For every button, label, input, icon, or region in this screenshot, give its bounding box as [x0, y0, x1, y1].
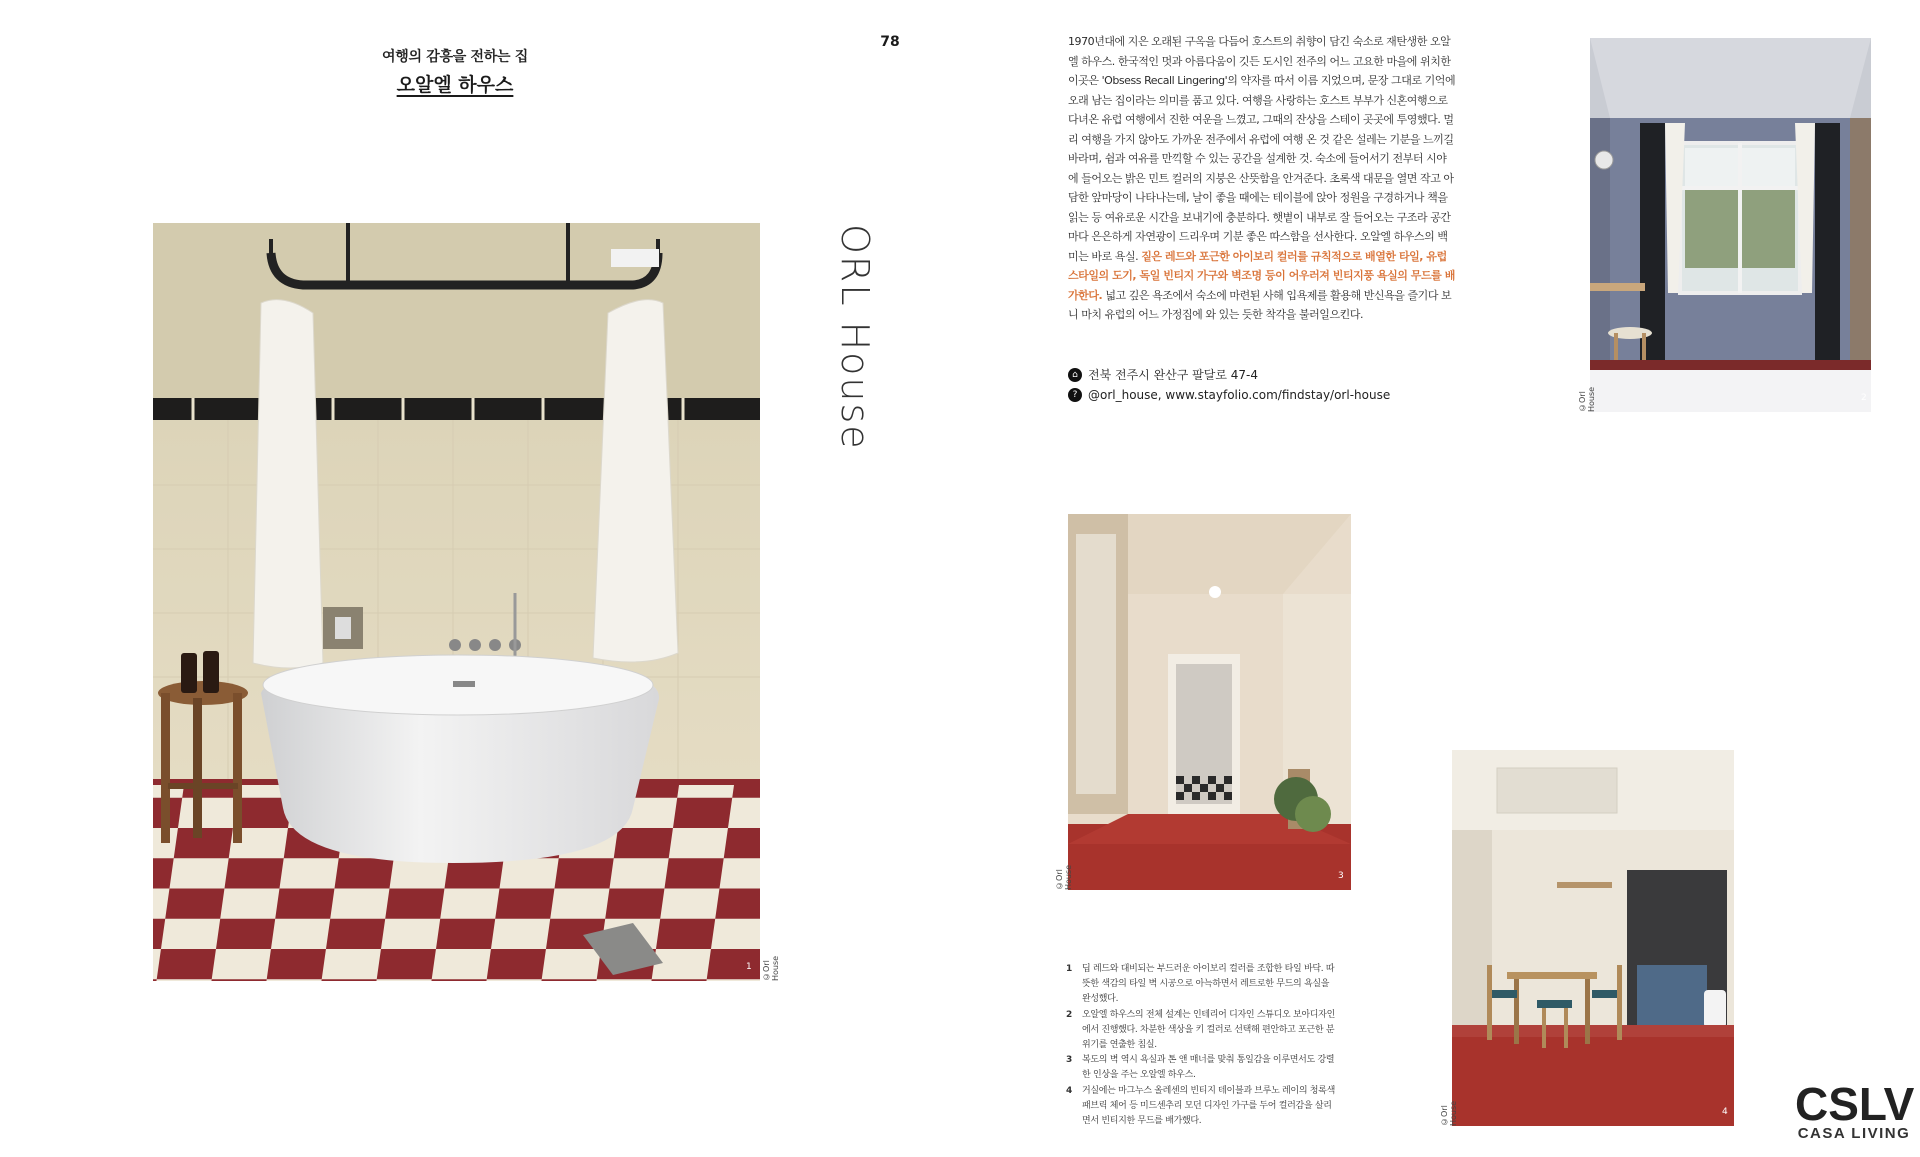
address-text: 전북 전주시 완산구 팔달로 47-4 [1088, 368, 1259, 382]
caption-number: 1 [1066, 964, 1072, 974]
caption-number: 3 [1066, 1055, 1072, 1066]
logo-sub: CASA LIVING [1797, 1125, 1911, 1142]
photo-number-4: 4 [1722, 1107, 1728, 1117]
photo-credit-2: ©Orl House [1578, 386, 1596, 412]
casa-living-logo [1795, 1078, 1915, 1142]
web-link[interactable]: @orl_house, www.stayfolio.com/findstay/orl-house [1088, 388, 1391, 402]
page-number: 78 [880, 34, 900, 50]
caption-text: 거실에는 마그누스 올레센의 빈티지 테이블과 브루노 레이의 청록색 패브릭 체어 등 미드센추리 모던 디자인 가구를 두어 컬러감을 살리면서 빈티지한 무드를 배가했다. [1082, 1085, 1335, 1127]
caption-text: 딥 레드와 대비되는 부드러운 아이보리 컬러를 조합한 타일 바닥. 따뜻한 색감의 타일 벽 시공으로 아늑하면서 레트로한 무드의 욕실을 완성했다. [1082, 964, 1335, 1005]
web-row [1068, 388, 1390, 402]
question-icon: ? [1068, 388, 1082, 402]
photo-number-1: 1 [746, 962, 752, 972]
photo-captions [1066, 962, 1336, 1129]
photo-number-3: 3 [1338, 871, 1344, 881]
caption-number: 4 [1066, 1085, 1072, 1096]
living-room-illustration [1452, 750, 1734, 1126]
photo-bathroom [153, 223, 760, 981]
caption-text: 복도의 벽 역시 욕실과 톤 앤 매너를 맞춰 통일감을 이루면서도 강렬한 인상을 주는 오알엘 하우스. [1082, 1055, 1335, 1081]
body-part-2: 넓고 깊은 욕조에서 숙소에 마련된 사해 입욕제를 활용해 반신욕을 즐기다 보니 마치 유럽의 어느 가정집에 와 있는 듯한 착각을 불러일으킨다. [1068, 288, 1452, 321]
caption-item [1066, 1053, 1336, 1083]
bedroom-illustration [1590, 38, 1871, 412]
body-highlight: 짙은 레드와 포근한 아이보리 컬러를 규칙적으로 배열한 타일, 유럽 스타일의 도기, 독일 빈티지 가구와 벽조명 등이 어우러져 빈티지풍 욕실의 무드를 배가한다. [1068, 249, 1455, 302]
photo-bedroom [1590, 38, 1871, 412]
vertical-title: ORL House [833, 224, 877, 451]
body-part-1: 1970년대에 지은 오래된 구옥을 다듬어 호스트의 취향이 담긴 숙소로 재탄생한 오알엘 하우스. 한국적인 멋과 아름다움이 깃든 도시인 전주의 어느 고요한 마을에 위치한 이곳은 'Obsess Recall Lingering'의 약자를 따서 이름 지었으며, 문장 그대로 기억에 오래 남는 집이라는 의미를 품고 있다. 여행을 사랑하는 호스트 부부가 신혼여행으로 다녀온 유럽 여행에서 진한 여운을 느꼈고, 그때의 잔상을 스테이 곳곳에 투영했다. 멀리 여행을 가지 않아도 가까운 전주에서 유럽에 여행 온 것 같은 설레는 기분을 느끼길 바라며, 쉼과 여유를 만끽할 수 있는 공간을 설계한 것. 숙소에 들어서기 전부터 시야에 들어오는 밝은 민트 컬러의 지붕은 산뜻함을 안겨준다. 초록색 대문을 열면 작고 아담한 앞마당이 나타나는데, 날이 좋을 때에는 테이블에 앉아 정원을 구경하거나 책을 읽는 등 여유로운 시간을 보내기에 충분하다. 햇볕이 내부로 잘 들어오는 구조라 공간마다 은은하게 자연광이 드리우며 기분 좋은 따스함을 선사한다. 오알엘 하우스의 백미는 바로 욕실. [1068, 35, 1456, 263]
caption-item [1066, 1008, 1336, 1054]
photo-credit-4: ©Orl House [1440, 1100, 1458, 1126]
kicker: 여행의 감흥을 전하는 집 [382, 49, 528, 65]
photo-living-room [1452, 750, 1734, 1126]
photo-credit-3: ©Orl House [1055, 864, 1073, 890]
hallway-illustration [1068, 514, 1351, 890]
photo-hallway [1068, 514, 1351, 890]
bathroom-illustration [153, 223, 760, 981]
photo-number-2: 2 [1861, 393, 1867, 403]
caption-text: 오알엘 하우스의 전체 설계는 인테리어 디자인 스튜디오 보아디자인에서 진행했다. 차분한 색상을 키 컬러로 선택해 편안하고 포근한 분위기를 연출한 침실. [1082, 1009, 1335, 1051]
photo-credit-1: ©Orl House [762, 955, 780, 981]
headline [320, 70, 590, 97]
logo-main: CSLV [1795, 1078, 1915, 1130]
home-icon: ⌂ [1068, 368, 1082, 382]
caption-number: 2 [1066, 1009, 1072, 1020]
caption-item [1066, 1084, 1336, 1130]
caption-item [1066, 962, 1336, 1008]
address-row [1068, 366, 1258, 383]
headline-text: 오알엘 하우스 [396, 74, 514, 96]
article-body [1068, 32, 1456, 325]
